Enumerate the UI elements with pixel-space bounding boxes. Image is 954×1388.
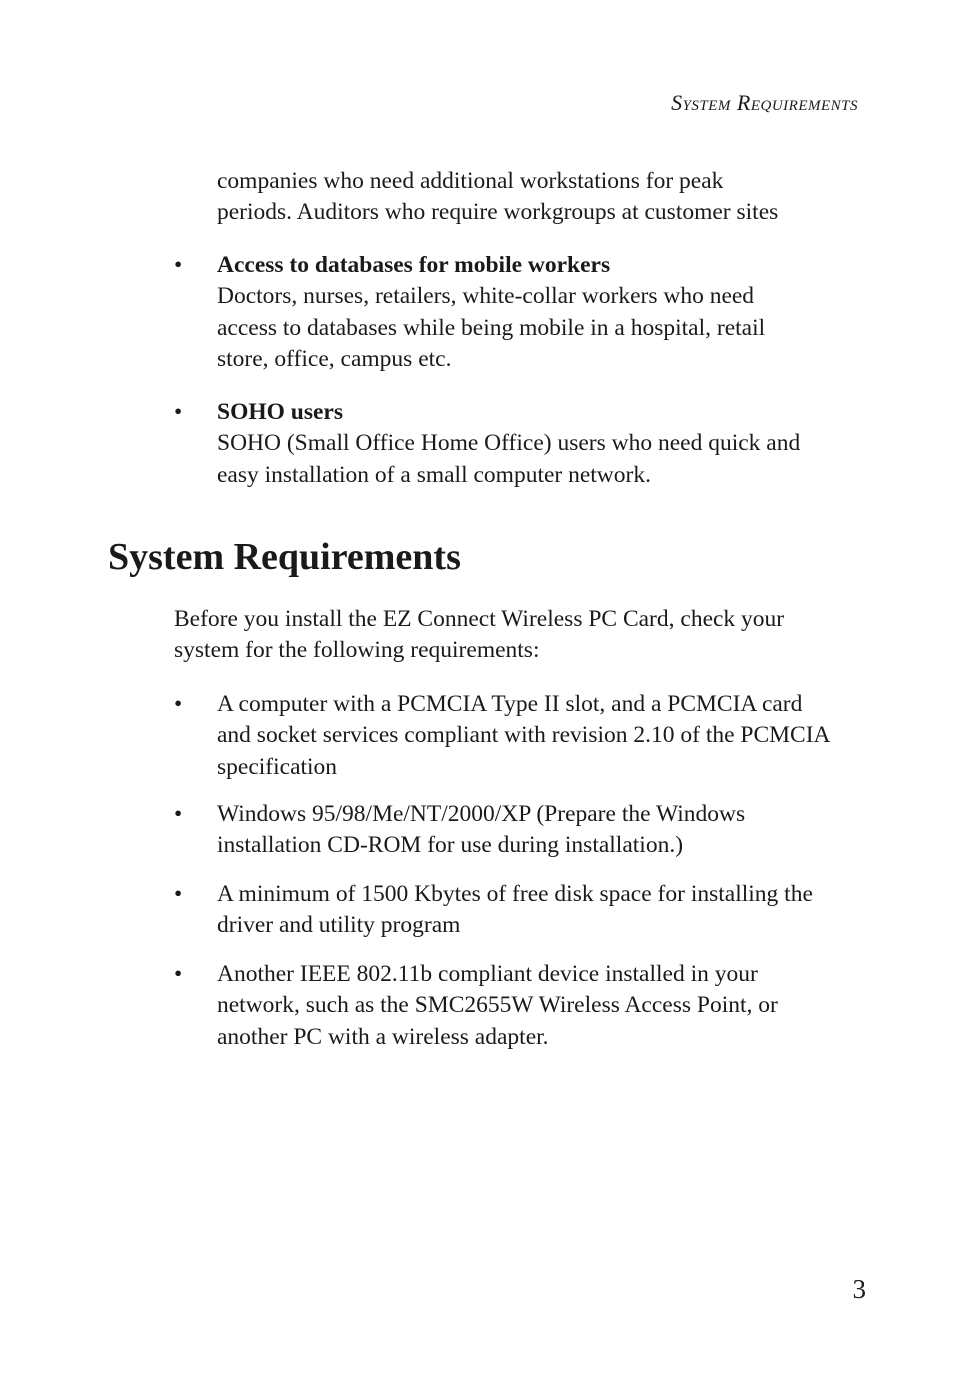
application-title: Access to databases for mobile workers	[217, 252, 611, 278]
bullet-icon: •	[174, 961, 183, 987]
bullet-icon: •	[174, 801, 183, 827]
application-line: SOHO (Small Office Home Office) users who need quick and	[217, 430, 801, 457]
requirement-line: network, such as the SMC2655W Wireless Access Point, or	[217, 992, 778, 1019]
requirement-line: another PC with a wireless adapter.	[217, 1023, 549, 1050]
section-title: System Requirements	[108, 536, 461, 578]
bullet-icon: •	[174, 399, 183, 425]
requirement-line: driver and utility program	[217, 912, 461, 939]
bullet-icon: •	[174, 881, 183, 907]
bullet-icon: •	[174, 691, 183, 717]
running-header: System Requirements	[671, 90, 858, 115]
application-line: easy installation of a small computer network.	[217, 461, 651, 488]
continuation-line: periods. Auditors who require workgroups at customer sites	[217, 199, 779, 226]
requirement-line: installation CD-ROM for use during installation.)	[217, 832, 684, 859]
requirement-line: A computer with a PCMCIA Type II slot, and a PCMCIA card	[217, 691, 803, 717]
application-line: Doctors, nurses, retailers, white-collar workers who need	[217, 283, 755, 310]
requirement-line: Another IEEE 802.11b compliant device installed in your	[217, 961, 758, 987]
bullet-icon: •	[174, 252, 183, 278]
application-line: store, office, campus etc.	[217, 345, 452, 372]
requirement-line: A minimum of 1500 Kbytes of free disk space for installing the	[217, 881, 813, 907]
intro-line: Before you install the EZ Connect Wireless PC Card, check your	[174, 606, 785, 632]
requirement-line: specification	[217, 753, 338, 780]
continuation-line: companies who need additional workstations for peak	[217, 168, 724, 194]
requirement-line: Windows 95/98/Me/NT/2000/XP (Prepare the Windows	[217, 801, 746, 827]
application-title: SOHO users	[217, 399, 344, 425]
intro-line: system for the following requirements:	[174, 637, 540, 664]
application-line: access to databases while being mobile in a hospital, retail	[217, 314, 766, 341]
intro-paragraph	[174, 604, 864, 667]
requirement-line: and socket services compliant with revision 2.10 of the PCMCIA	[217, 722, 831, 749]
page-number: 3	[852, 1274, 866, 1304]
continuation-paragraph	[217, 166, 867, 229]
